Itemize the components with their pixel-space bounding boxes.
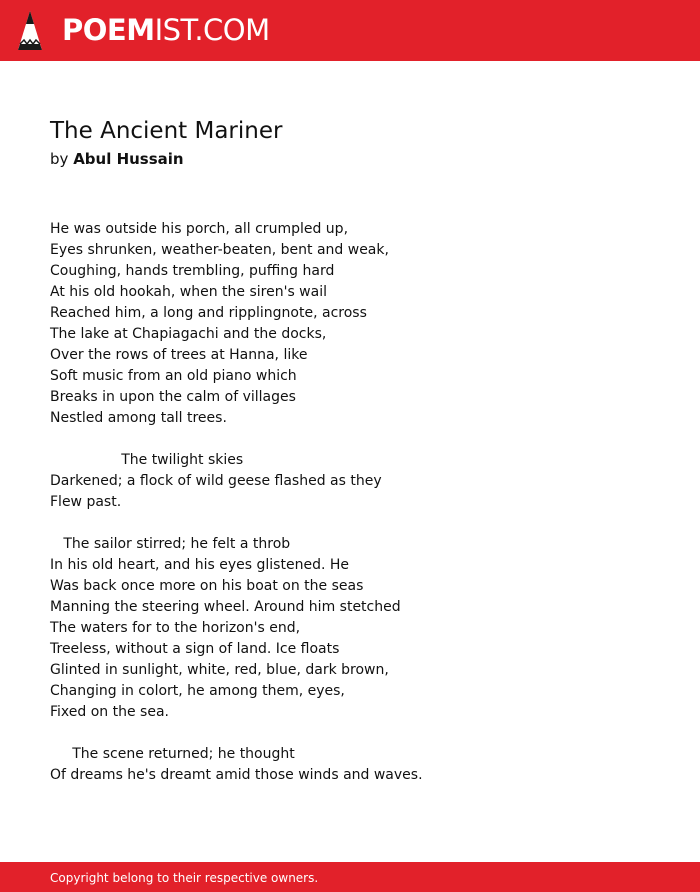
poem-line: Coughing, hands trembling, puffing hard xyxy=(50,263,335,279)
by-label: by xyxy=(50,150,69,168)
poem-line: Glinted in sunlight, white, red, blue, dark brown, xyxy=(50,662,389,678)
poem-line: The lake at Chapiagachi and the docks, xyxy=(50,326,327,342)
pencil-logo-icon[interactable] xyxy=(17,10,43,52)
poem-line: Changing in colort, he among them, eyes, xyxy=(50,683,345,699)
poem-line: The waters for to the horizon's end, xyxy=(50,620,301,636)
poem-line: Darkened; a flock of wild geese flashed as they xyxy=(50,473,382,489)
poem-line: Was back once more on his boat on the seas xyxy=(50,578,364,594)
logo-text-light: IST.COM xyxy=(154,13,270,47)
poem-stanza-break xyxy=(50,513,670,534)
poem-line: Nestled among tall trees. xyxy=(50,410,227,426)
poem-line: Eyes shrunken, weather-beaten, bent and weak, xyxy=(50,242,389,258)
poem-line: Over the rows of trees at Hanna, like xyxy=(50,347,308,363)
poem-line: He was outside his porch, all crumpled up, xyxy=(50,221,349,237)
site-header xyxy=(0,0,700,61)
poem-line: In his old heart, and his eyes glistened. He xyxy=(50,557,349,573)
poem-title: The Ancient Mariner xyxy=(50,118,283,144)
poem-line: Of dreams he's dreamt amid those winds and waves. xyxy=(50,767,423,783)
poem-stanza-break xyxy=(50,723,670,744)
poem-byline xyxy=(50,148,184,170)
copyright-notice: Copyright belong to their respective owners. xyxy=(50,871,319,885)
poem-line: The twilight skies xyxy=(50,452,244,468)
poem-line: Reached him, a long and ripplingnote, across xyxy=(50,305,367,321)
poem-body xyxy=(50,219,670,786)
poem-line: The scene returned; he thought xyxy=(50,746,295,762)
poem-line: At his old hookah, when the siren's wail xyxy=(50,284,327,300)
poem-line: The sailor stirred; he felt a throb xyxy=(50,536,291,552)
poem-stanza-break xyxy=(50,429,670,450)
logo-text-bold: POEM xyxy=(62,13,155,47)
site-footer xyxy=(0,862,700,892)
poem-line: Breaks in upon the calm of villages xyxy=(50,389,296,405)
poem-line: Manning the steering wheel. Around him stetched xyxy=(50,599,401,615)
poem-author: Abul Hussain xyxy=(73,150,184,168)
poem-line: Fixed on the sea. xyxy=(50,704,169,720)
site-logo[interactable] xyxy=(62,11,270,49)
poem-line: Treeless, without a sign of land. Ice floats xyxy=(50,641,340,657)
poem-line: Soft music from an old piano which xyxy=(50,368,297,384)
poem-line: Flew past. xyxy=(50,494,122,510)
